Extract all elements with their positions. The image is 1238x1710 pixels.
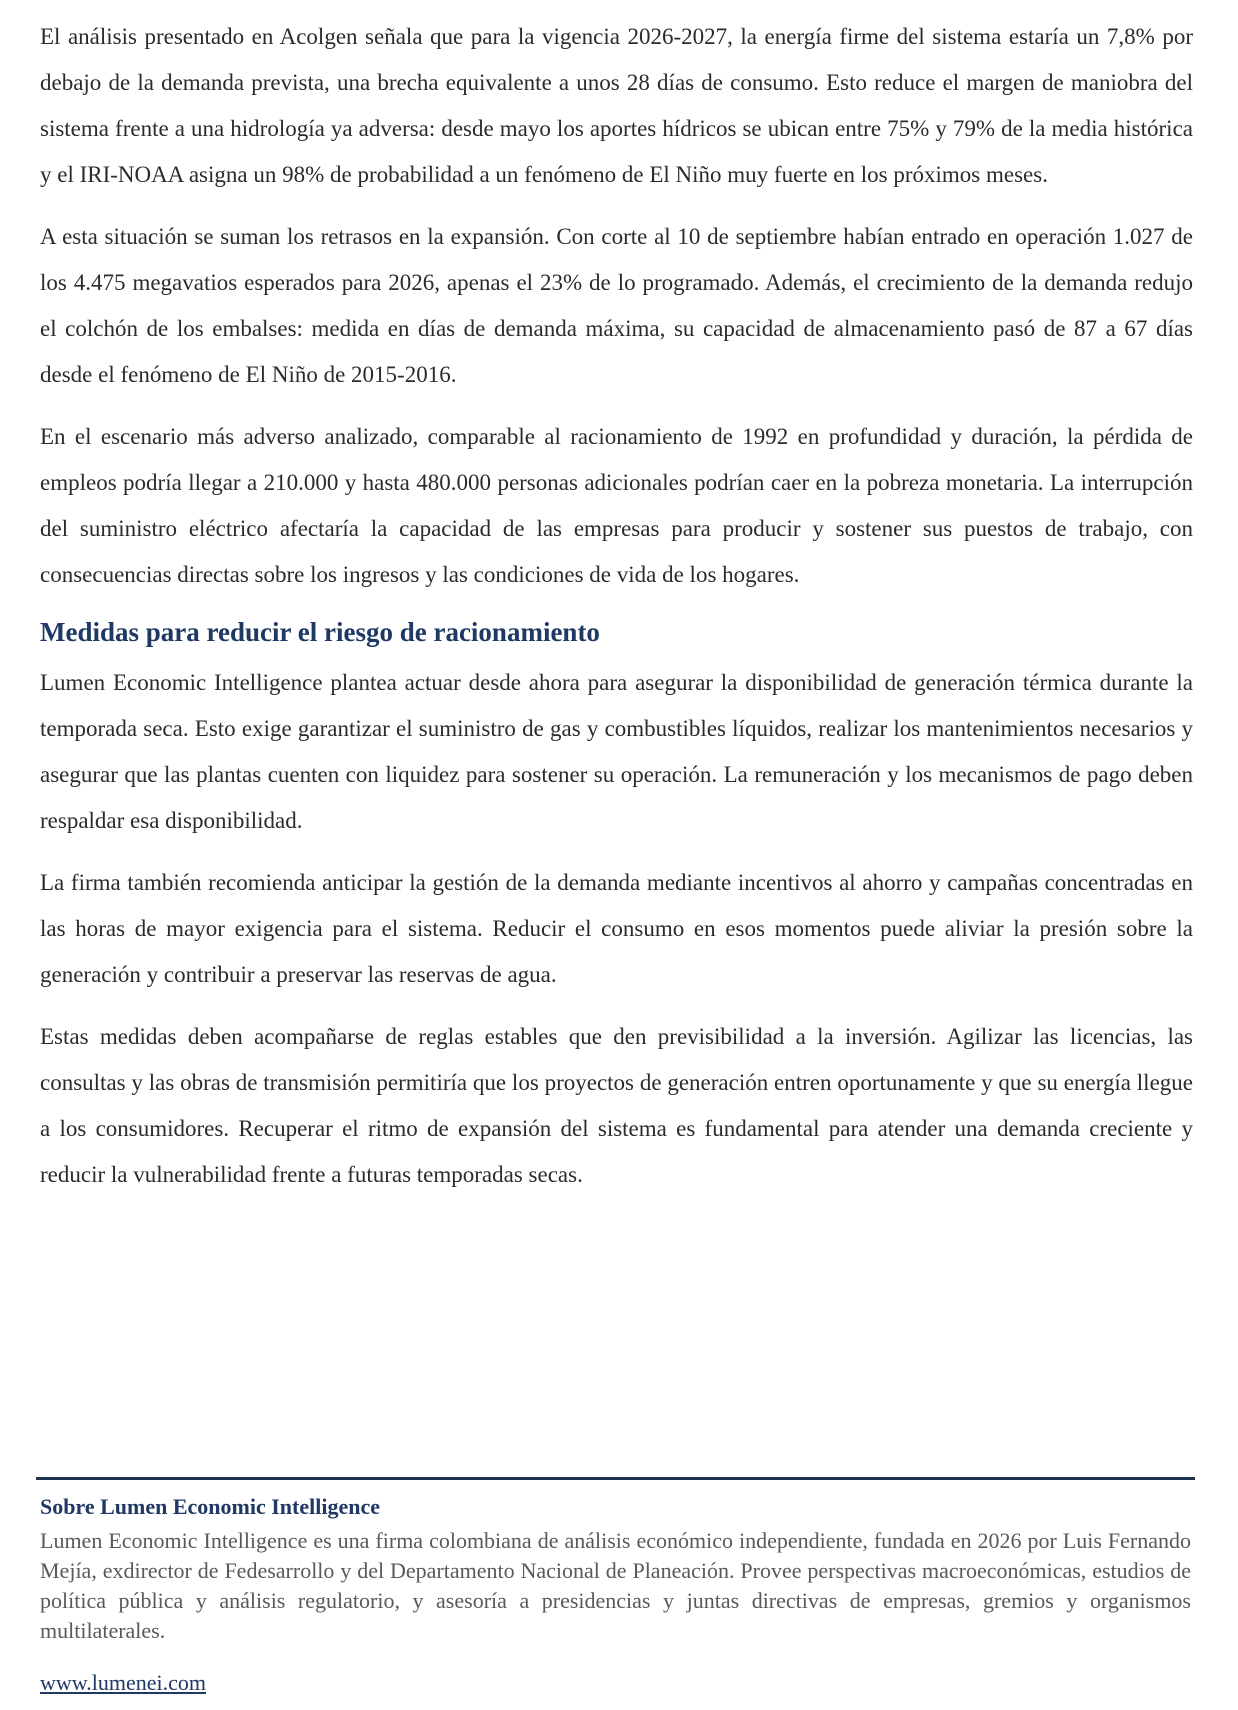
paragraph-expansion-delays: A esta situación se suman los retrasos en la expansión. Con corte al 10 de septiembre habían entrado en operación 1.027 de los 4.475 megavatios esperados para 2026, apenas el 23% de lo programado. Además, el crecimiento de la demanda redujo el colchón de los embalses: medida en días de demanda máxima, su capacidad de almacenamiento pasó de 87 a 67 días desde el fenómeno de El Niño de 2015-2016. [40,224,1193,387]
paragraph-demand-management: La firma también recomienda anticipar la gestión de la demanda mediante incentivos al ahorro y campañas concentradas en las horas de mayor exigencia para el sistema. Reducir el consumo en esos momentos puede aliviar la presión sobre la generación y contribuir a preservar las reservas de agua. [40,870,1193,987]
paragraph-energy-gap: El análisis presentado en Acolgen señala que para la vigencia 2026-2027, la energía firme del sistema estaría un 7,8% por debajo de la demanda prevista, una brecha equivalente a unos 28 días de consumo. Esto reduce el margen de maniobra del sistema frente a una hidrología ya adversa: desde mayo los aportes hídricos se ubican entre 75% y 79% de la media histórica y el IRI-NOAA asigna un 98% de probabilidad a un fenómeno de El Niño muy fuerte en los próximos meses. [40,24,1193,187]
article [40,14,1193,1214]
website-link[interactable]: www.lumenei.com [40,1670,206,1695]
section-heading: Medidas para reducir el riesgo de racionamiento [40,617,600,647]
footer-title: Sobre Lumen Economic Intelligence [40,1494,380,1519]
footer-body: Lumen Economic Intelligence es una firma colombiana de análisis económico independiente, fundada en 2026 por Luis Fernando Mejía, exdirector de Fedesarrollo y del Departamento Nacional de Planeación. Provee perspectivas macroeconómicas, estudios de política pública y análisis regulatorio, y asesoría a presidencias y juntas directivas de empresas, gremios y organismos multilaterales. [40,1528,1191,1643]
paragraph-thermal-generation: Lumen Economic Intelligence plantea actuar desde ahora para asegurar la disponibilidad de generación térmica durante la temporada seca. Esto exige garantizar el suministro de gas y combustibles líquidos, realizar los mantenimientos necesarios y asegurar que las plantas cuenten con liquidez para sostener su operación. La remuneración y los mecanismos de pago deben respaldar esa disponibilidad. [40,670,1193,833]
paragraph-stable-rules: Estas medidas deben acompañarse de reglas estables que den previsibilidad a la inversión. Agilizar las licencias, las consultas y las obras de transmisión permitiría que los proyectos de generación entren oportunamente y que su energía llegue a los consumidores. Recuperar el ritmo de expansión del sistema es fundamental para atender una demanda creciente y reducir la vulnerabilidad frente a futuras temporadas secas. [40,1024,1193,1187]
about-footer [36,1477,1195,1698]
paragraph-adverse-scenario: En el escenario más adverso analizado, comparable al racionamiento de 1992 en profundidad y duración, la pérdida de empleos podría llegar a 210.000 y hasta 480.000 personas adicionales podrían caer en la pobreza monetaria. La interrupción del suministro eléctrico afectaría la capacidad de las empresas para producir y sostener sus puestos de trabajo, con consecuencias directas sobre los ingresos y las condiciones de vida de los hogares. [40,424,1193,587]
